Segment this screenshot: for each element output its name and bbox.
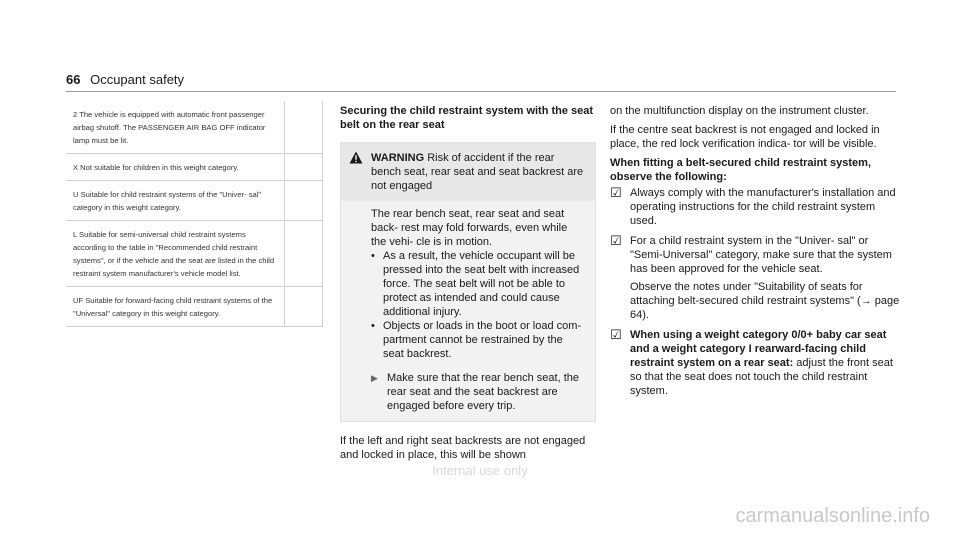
legend-cell: U Suitable for child restraint systems of the "Univer- sal" category in this weight category. <box>66 181 284 221</box>
check-text: Always comply with the manufacturer's installation and operating instructions for the child restraint system used. <box>630 187 896 227</box>
list-item: • As a result, the vehicle occupant will be pressed into the seat belt with increased force. The seat belt will not be able to protect as intended and could cause additional injury. <box>371 249 585 319</box>
table-row <box>66 221 323 287</box>
check-item <box>610 186 900 232</box>
paragraph: If the left and right seat backrests are not engaged and locked in place, this will be shown <box>340 435 586 461</box>
site-watermark: carmanualsonline.info <box>735 505 930 527</box>
middle-column <box>340 104 596 473</box>
check-item <box>610 234 900 326</box>
table-row <box>66 101 323 154</box>
warning-triangle-icon <box>349 151 371 193</box>
warning-header <box>341 143 595 201</box>
check-item <box>610 328 900 402</box>
legend-cell: L Suitable for semi-universal child restraint systems according to the table in "Recommended child restraint systems", or if the vehicle and the seat are listed in the child restraint system manufacturer's vehicle model list. <box>66 221 284 287</box>
checkbox-icon: ☑ <box>610 327 622 342</box>
action-text: Make sure that the rear bench seat, the rear seat and the seat backrest are engaged before every trip. <box>387 372 580 412</box>
legend-cell: UF Suitable for forward-facing child restraint systems of the "Universal" category in this weight category. <box>66 287 284 327</box>
watermark: Internal use only <box>432 463 528 478</box>
table-row <box>66 154 323 181</box>
legend-cell: X Not suitable for children in this weight category. <box>66 154 284 181</box>
paragraph: If the centre seat backrest is not engaged and locked in place, the red lock verification indica- tor will be visible. <box>610 124 880 150</box>
table-row <box>66 181 323 221</box>
warning-text: The rear bench seat, rear seat and seat back- rest may fold forwards, even while the vehi- cle is in motion. <box>371 208 568 248</box>
check-text: For a child restraint system in the "Univer- sal" or "Semi-Universal" category, make sure that the system has been approved for the vehicle seat. <box>630 235 892 275</box>
page-number: 66 <box>66 72 81 87</box>
checkbox-icon: ☑ <box>610 185 622 200</box>
legend-table <box>66 101 323 327</box>
action-arrow-icon: ▶ <box>371 373 378 383</box>
table-row <box>66 287 323 327</box>
warning-title-text: Risk of accident if the rear bench seat, rear seat and seat backrest are not engaged <box>371 152 584 192</box>
check-rest: adjust the front seat so that the seat does not touch the child restraint system. <box>630 357 893 397</box>
warning-box <box>340 142 596 422</box>
right-column <box>610 104 900 402</box>
list-item: • Objects or loads in the boot or load com- partment cannot be restrained by the seat backrest. <box>371 319 585 361</box>
section-heading: Securing the child restraint system with the seat belt on the rear seat <box>340 105 594 131</box>
warning-action <box>371 371 585 413</box>
header-divider <box>66 91 896 92</box>
warning-body <box>341 201 595 421</box>
warning-label: WARNING <box>371 152 425 164</box>
warning-title <box>371 151 585 193</box>
check-bold: When using a weight category 0/0+ baby car seat and a weight category I rearward-facing child restraint system on a rear seat: <box>630 329 887 369</box>
checkbox-icon: ☑ <box>610 233 622 248</box>
section-title: Occupant safety <box>90 72 185 87</box>
section-heading: When fitting a belt-secured child restraint system, observe the following: <box>610 157 871 183</box>
legend-cell: 2 The vehicle is equipped with automatic front passenger airbag shutoff. The PASSENGER AIR BAG OFF indicator lamp must be lit. <box>66 101 284 154</box>
check-text <box>630 328 900 398</box>
check-extra: Observe the notes under "Suitability of seats for attaching belt-secured child restraint systems" (→ page 64). <box>630 281 900 321</box>
page-header <box>66 72 184 87</box>
paragraph: on the multifunction display on the instrument cluster. <box>610 105 869 117</box>
warning-bullets <box>371 249 585 361</box>
